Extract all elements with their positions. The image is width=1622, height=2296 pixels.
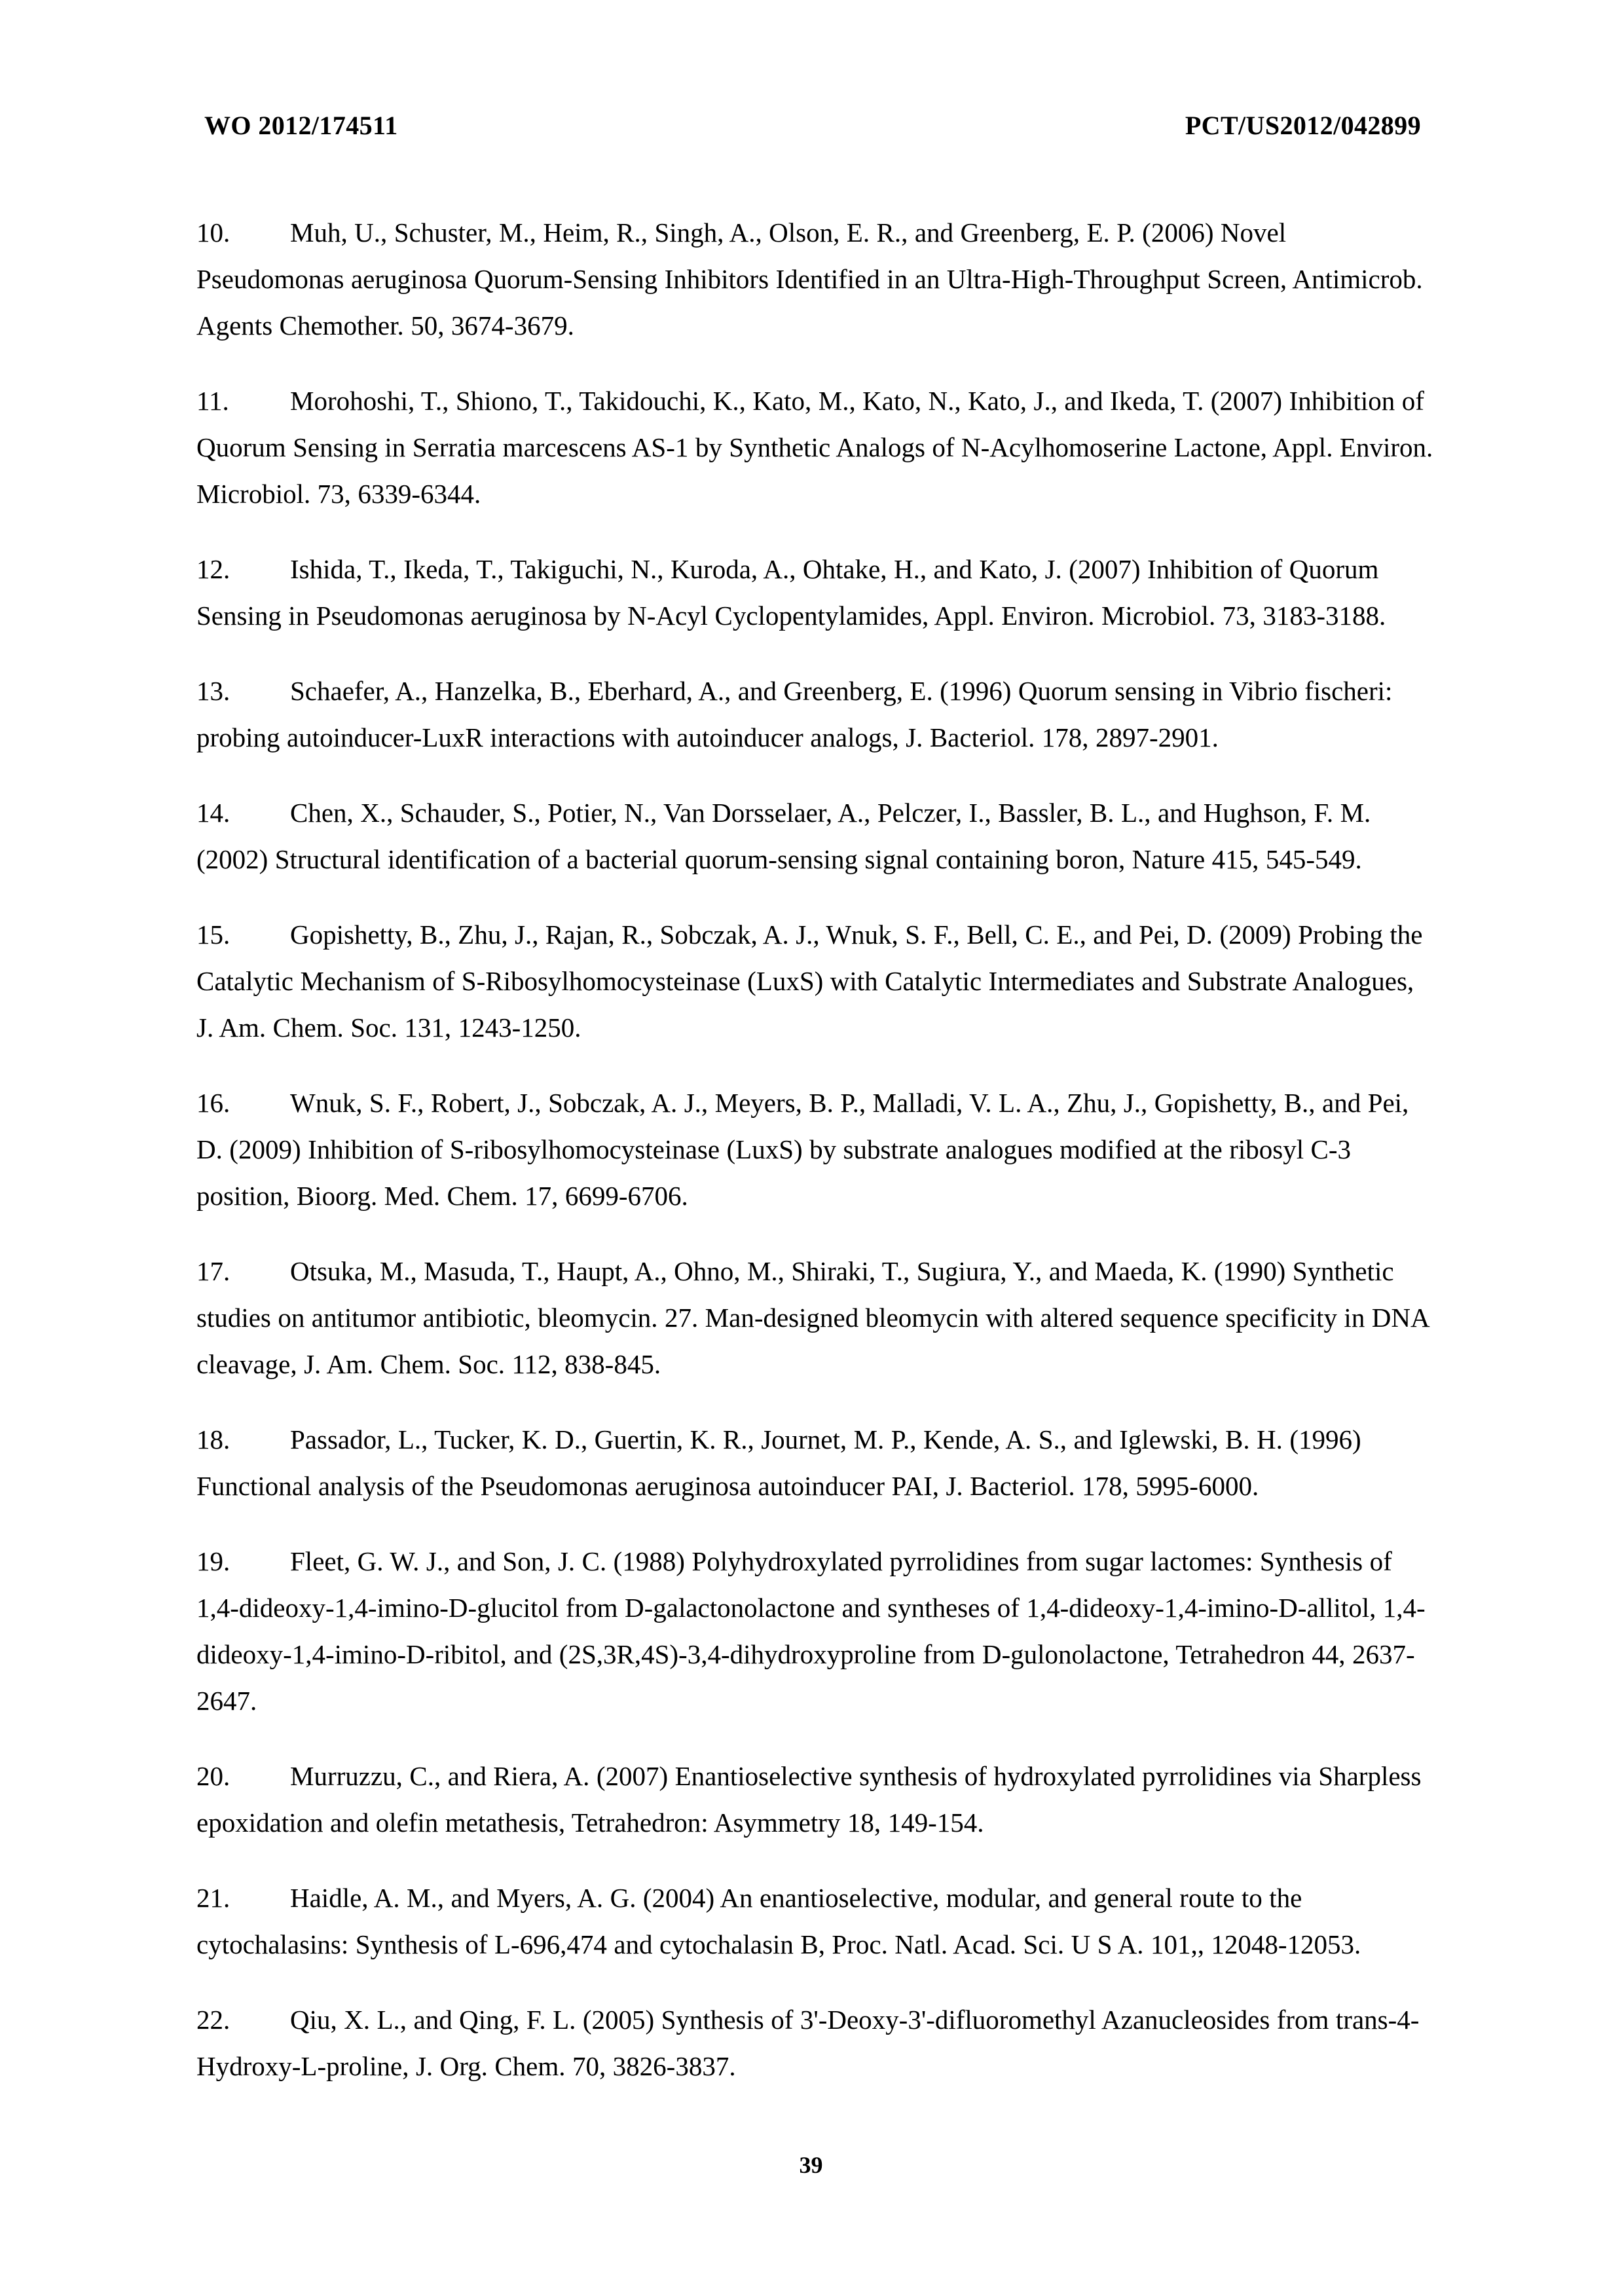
reference-text: Gopishetty, B., Zhu, J., Rajan, R., Sobczak, A. J., Wnuk, S. F., Bell, C. E., and Pei, D. (2009) Probing the Catalytic Mechanism of S-Ribosylhomocysteinase (LuxS) with Catalytic Intermediates and Substrate Analogues, J. Am. Chem. Soc. 131, 1243-1250. [196,919,1423,1043]
reference-number: 11. [196,386,229,416]
reference-entry [196,210,1434,349]
reference-entry [196,1538,1434,1724]
reference-text: Muh, U., Schuster, M., Heim, R., Singh, A., Olson, E. R., and Greenberg, E. P. (2006) Novel Pseudomonas aeruginosa Quorum-Sensing Inhibitors Identified in an Ultra-High-Throughput Screen, Antimicrob. Agents Chemother. 50, 3674-3679. [196,217,1423,341]
publication-number: WO 2012/174511 [204,111,398,140]
reference-entry [196,1080,1434,1219]
reference-list [196,210,1434,2119]
reference-entry [196,790,1434,883]
running-header [204,110,1421,141]
reference-number: 21. [196,1883,230,1913]
reference-text: Chen, X., Schauder, S., Potier, N., Van Dorsselaer, A., Pelczer, I., Bassler, B. L., and Hughson, F. M. (2002) Structural identification of a bacterial quorum-sensing signal containing boron, Nature 415, 545-549. [196,798,1371,874]
reference-entry [196,1416,1434,1509]
reference-number: 15. [196,919,230,950]
reference-number: 12. [196,554,230,584]
reference-text: Qiu, X. L., and Qing, F. L. (2005) Synthesis of 3'-Deoxy-3'-difluoromethyl Azanucleosides from trans-4-Hydroxy-L-proline, J. Org. Chem. 70, 3826-3837. [196,2005,1420,2081]
reference-text: Haidle, A. M., and Myers, A. G. (2004) An enantioselective, modular, and general route to the cytochalasins: Synthesis of L-696,474 and cytochalasin B, Proc. Natl. Acad. Sci. U S A. 101,, 12048-12053. [196,1883,1361,1959]
reference-text: Otsuka, M., Masuda, T., Haupt, A., Ohno, M., Shiraki, T., Sugiura, Y., and Maeda, K. (1990) Synthetic studies on antitumor antibiotic, bleomycin. 27. Man-designed bleomycin with altered sequence specificity in DNA cleavage, J. Am. Chem. Soc. 112, 838-845. [196,1256,1429,1379]
reference-text: Wnuk, S. F., Robert, J., Sobczak, A. J., Meyers, B. P., Malladi, V. L. A., Zhu, J., Gopishetty, B., and Pei, D. (2009) Inhibition of S-ribosylhomocysteinase (LuxS) by substrate analogues modified at the ribosyl C-3 position, Bioorg. Med. Chem. 17, 6699-6706. [196,1088,1409,1211]
reference-text: Murruzzu, C., and Riera, A. (2007) Enantioselective synthesis of hydroxylated pyrrolidines via Sharpless epoxidation and olefin metathesis, Tetrahedron: Asymmetry 18, 149-154. [196,1761,1422,1838]
reference-number: 20. [196,1761,230,1791]
reference-text: Schaefer, A., Hanzelka, B., Eberhard, A., and Greenberg, E. (1996) Quorum sensing in Vibrio fischeri: probing autoinducer-LuxR interactions with autoinducer analogs, J. Bacteriol. 178, 2897-2901. [196,676,1393,752]
reference-entry [196,1753,1434,1846]
reference-entry [196,378,1434,517]
reference-text: Fleet, G. W. J., and Son, J. C. (1988) Polyhydroxylated pyrrolidines from sugar lactomes: Synthesis of 1,4-dideoxy-1,4-imino-D-glucitol from D-galactonolactone and syntheses of 1,4-dideoxy-1,4-imino-D-allitol, 1,4-dideoxy-1,4-imino-D-ribitol, and (2S,3R,4S)-3,4-dihydroxyproline from D-gulonolactone, Tetrahedron 44, 2637-2647. [196,1546,1426,1716]
application-number: PCT/US2012/042899 [1185,111,1421,140]
reference-number: 22. [196,2005,230,2035]
reference-entry [196,1997,1434,2090]
reference-text: Morohoshi, T., Shiono, T., Takidouchi, K., Kato, M., Kato, N., Kato, J., and Ikeda, T. (2007) Inhibition of Quorum Sensing in Serratia marcescens AS-1 by Synthetic Analogs of N-Acylhomoserine Lactone, Appl. Environ. Microbiol. 73, 6339-6344. [196,386,1433,509]
reference-number: 14. [196,798,230,828]
reference-number: 16. [196,1088,230,1118]
reference-number: 18. [196,1424,230,1454]
reference-entry [196,668,1434,761]
reference-entry [196,546,1434,639]
reference-number: 17. [196,1256,230,1286]
reference-text: Ishida, T., Ikeda, T., Takiguchi, N., Kuroda, A., Ohtake, H., and Kato, J. (2007) Inhibition of Quorum Sensing in Pseudomonas aeruginosa by N-Acyl Cyclopentylamides, Appl. Environ. Microbiol. 73, 3183-3188. [196,554,1386,631]
reference-number: 19. [196,1546,230,1576]
reference-number: 13. [196,676,230,706]
reference-entry [196,912,1434,1051]
reference-entry [196,1248,1434,1388]
reference-number: 10. [196,217,230,248]
page-number: 39 [799,2152,823,2178]
reference-entry [196,1875,1434,1968]
reference-text: Passador, L., Tucker, K. D., Guertin, K. R., Journet, M. P., Kende, A. S., and Iglewski, B. H. (1996) Functional analysis of the Pseudomonas aeruginosa autoinducer PAI, J. Bacteriol. 178, 5995-6000. [196,1424,1361,1501]
